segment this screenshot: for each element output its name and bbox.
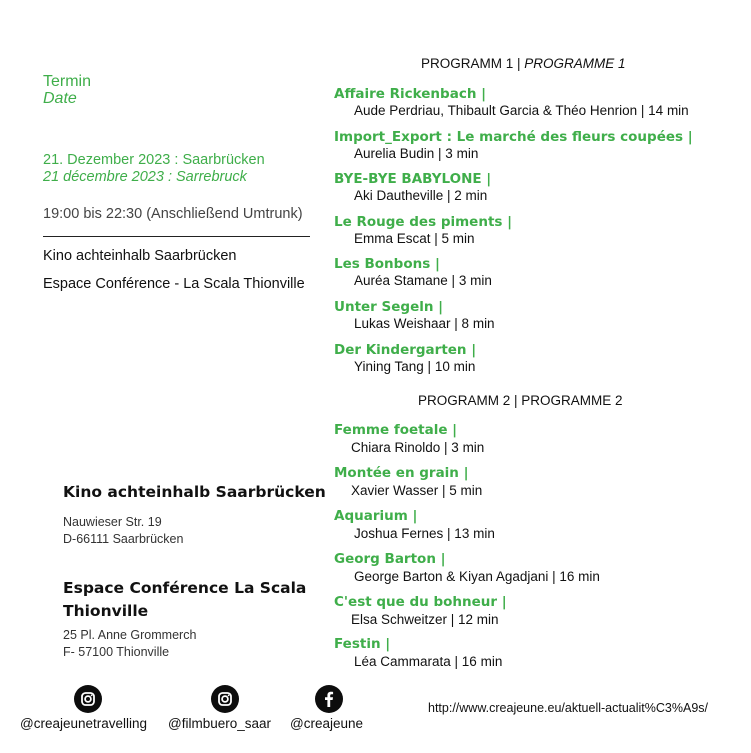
film-credit: George Barton & Kiyan Agadjani | 16 min xyxy=(354,569,600,584)
venue-1: Kino achteinhalb Saarbrücken xyxy=(43,248,237,264)
film-title: Import_Export : Le marché des fleurs coupées | xyxy=(334,129,693,145)
film-credit: Lukas Weishaar | 8 min xyxy=(354,316,495,331)
film-credit: Aurelia Budin | 3 min xyxy=(354,146,479,161)
event-date-fr: 21 décembre 2023 : Sarrebruck xyxy=(43,169,247,185)
film-credit: Aude Perdriau, Thibault Garcia & Théo Henrion | 14 min xyxy=(354,103,689,118)
film-title: Montée en grain | xyxy=(334,465,469,481)
instagram-icon[interactable] xyxy=(74,685,102,713)
film-credit: Léa Cammarata | 16 min xyxy=(354,654,503,669)
film-title: Festin | xyxy=(334,636,391,652)
film-credit: Emma Escat | 5 min xyxy=(354,231,475,246)
termin-label: Termin xyxy=(43,73,92,90)
website-link[interactable]: http://www.creajeune.eu/aktuell-actualit%C3%A9s/ xyxy=(428,701,709,715)
date-label: Date xyxy=(43,90,77,107)
program-2-heading: PROGRAMM 2 | PROGRAMME 2 xyxy=(418,393,623,408)
event-date-de: 21. Dezember 2023 : Saarbrücken xyxy=(43,152,265,168)
address-1-street: Nauwieser Str. 19 xyxy=(63,515,162,529)
film-title: Les Bonbons | xyxy=(334,256,440,272)
address-2-city: F- 57100 Thionville xyxy=(63,645,170,659)
film-credit: Chiara Rinoldo | 3 min xyxy=(351,440,485,455)
address-2-name-line2: Thionville xyxy=(63,602,149,620)
event-time: 19:00 bis 22:30 (Anschließend Umtrunk) xyxy=(43,206,303,222)
social-handle-filmbuero[interactable]: @filmbuero_saar xyxy=(168,716,271,731)
program-1-heading xyxy=(421,56,626,71)
address-1-city: D-66111 Saarbrücken xyxy=(63,532,184,546)
program-1-heading-de: PROGRAMM 1 | xyxy=(421,56,525,71)
film-credit: Joshua Fernes | 13 min xyxy=(354,526,495,541)
film-title: Georg Barton | xyxy=(334,551,446,567)
facebook-icon[interactable] xyxy=(315,685,343,713)
venue-2: Espace Conférence - La Scala Thionville xyxy=(43,276,305,292)
film-title: Unter Segeln | xyxy=(334,299,444,315)
instagram-icon[interactable] xyxy=(211,685,239,713)
divider xyxy=(43,236,310,237)
film-title: Aquarium | xyxy=(334,508,418,524)
film-title: BYE-BYE BABYLONE | xyxy=(334,171,492,187)
film-title: Der Kindergarten | xyxy=(334,342,477,358)
film-credit: Elsa Schweitzer | 12 min xyxy=(351,612,499,627)
address-2-name-line1: Espace Conférence La Scala xyxy=(63,579,307,597)
program-1-heading-fr: PROGRAMME 1 xyxy=(524,56,626,71)
address-2-street: 25 Pl. Anne Grommerch xyxy=(63,628,197,642)
film-title: Femme foetale | xyxy=(334,422,458,438)
film-title: C'est que du bohneur | xyxy=(334,594,507,610)
social-handle-creajeunetravelling[interactable]: @creajeunetravelling xyxy=(20,716,148,731)
film-title: Le Rouge des piments | xyxy=(334,214,513,230)
address-1-name: Kino achteinhalb Saarbrücken xyxy=(63,483,326,501)
film-credit: Auréa Stamane | 3 min xyxy=(354,273,492,288)
film-credit: Aki Dautheville | 2 min xyxy=(354,188,488,203)
film-title: Affaire Rickenbach | xyxy=(334,86,487,102)
social-handle-creajeune[interactable]: @creajeune xyxy=(290,716,363,731)
film-credit: Yining Tang | 10 min xyxy=(354,359,476,374)
film-credit: Xavier Wasser | 5 min xyxy=(351,483,483,498)
